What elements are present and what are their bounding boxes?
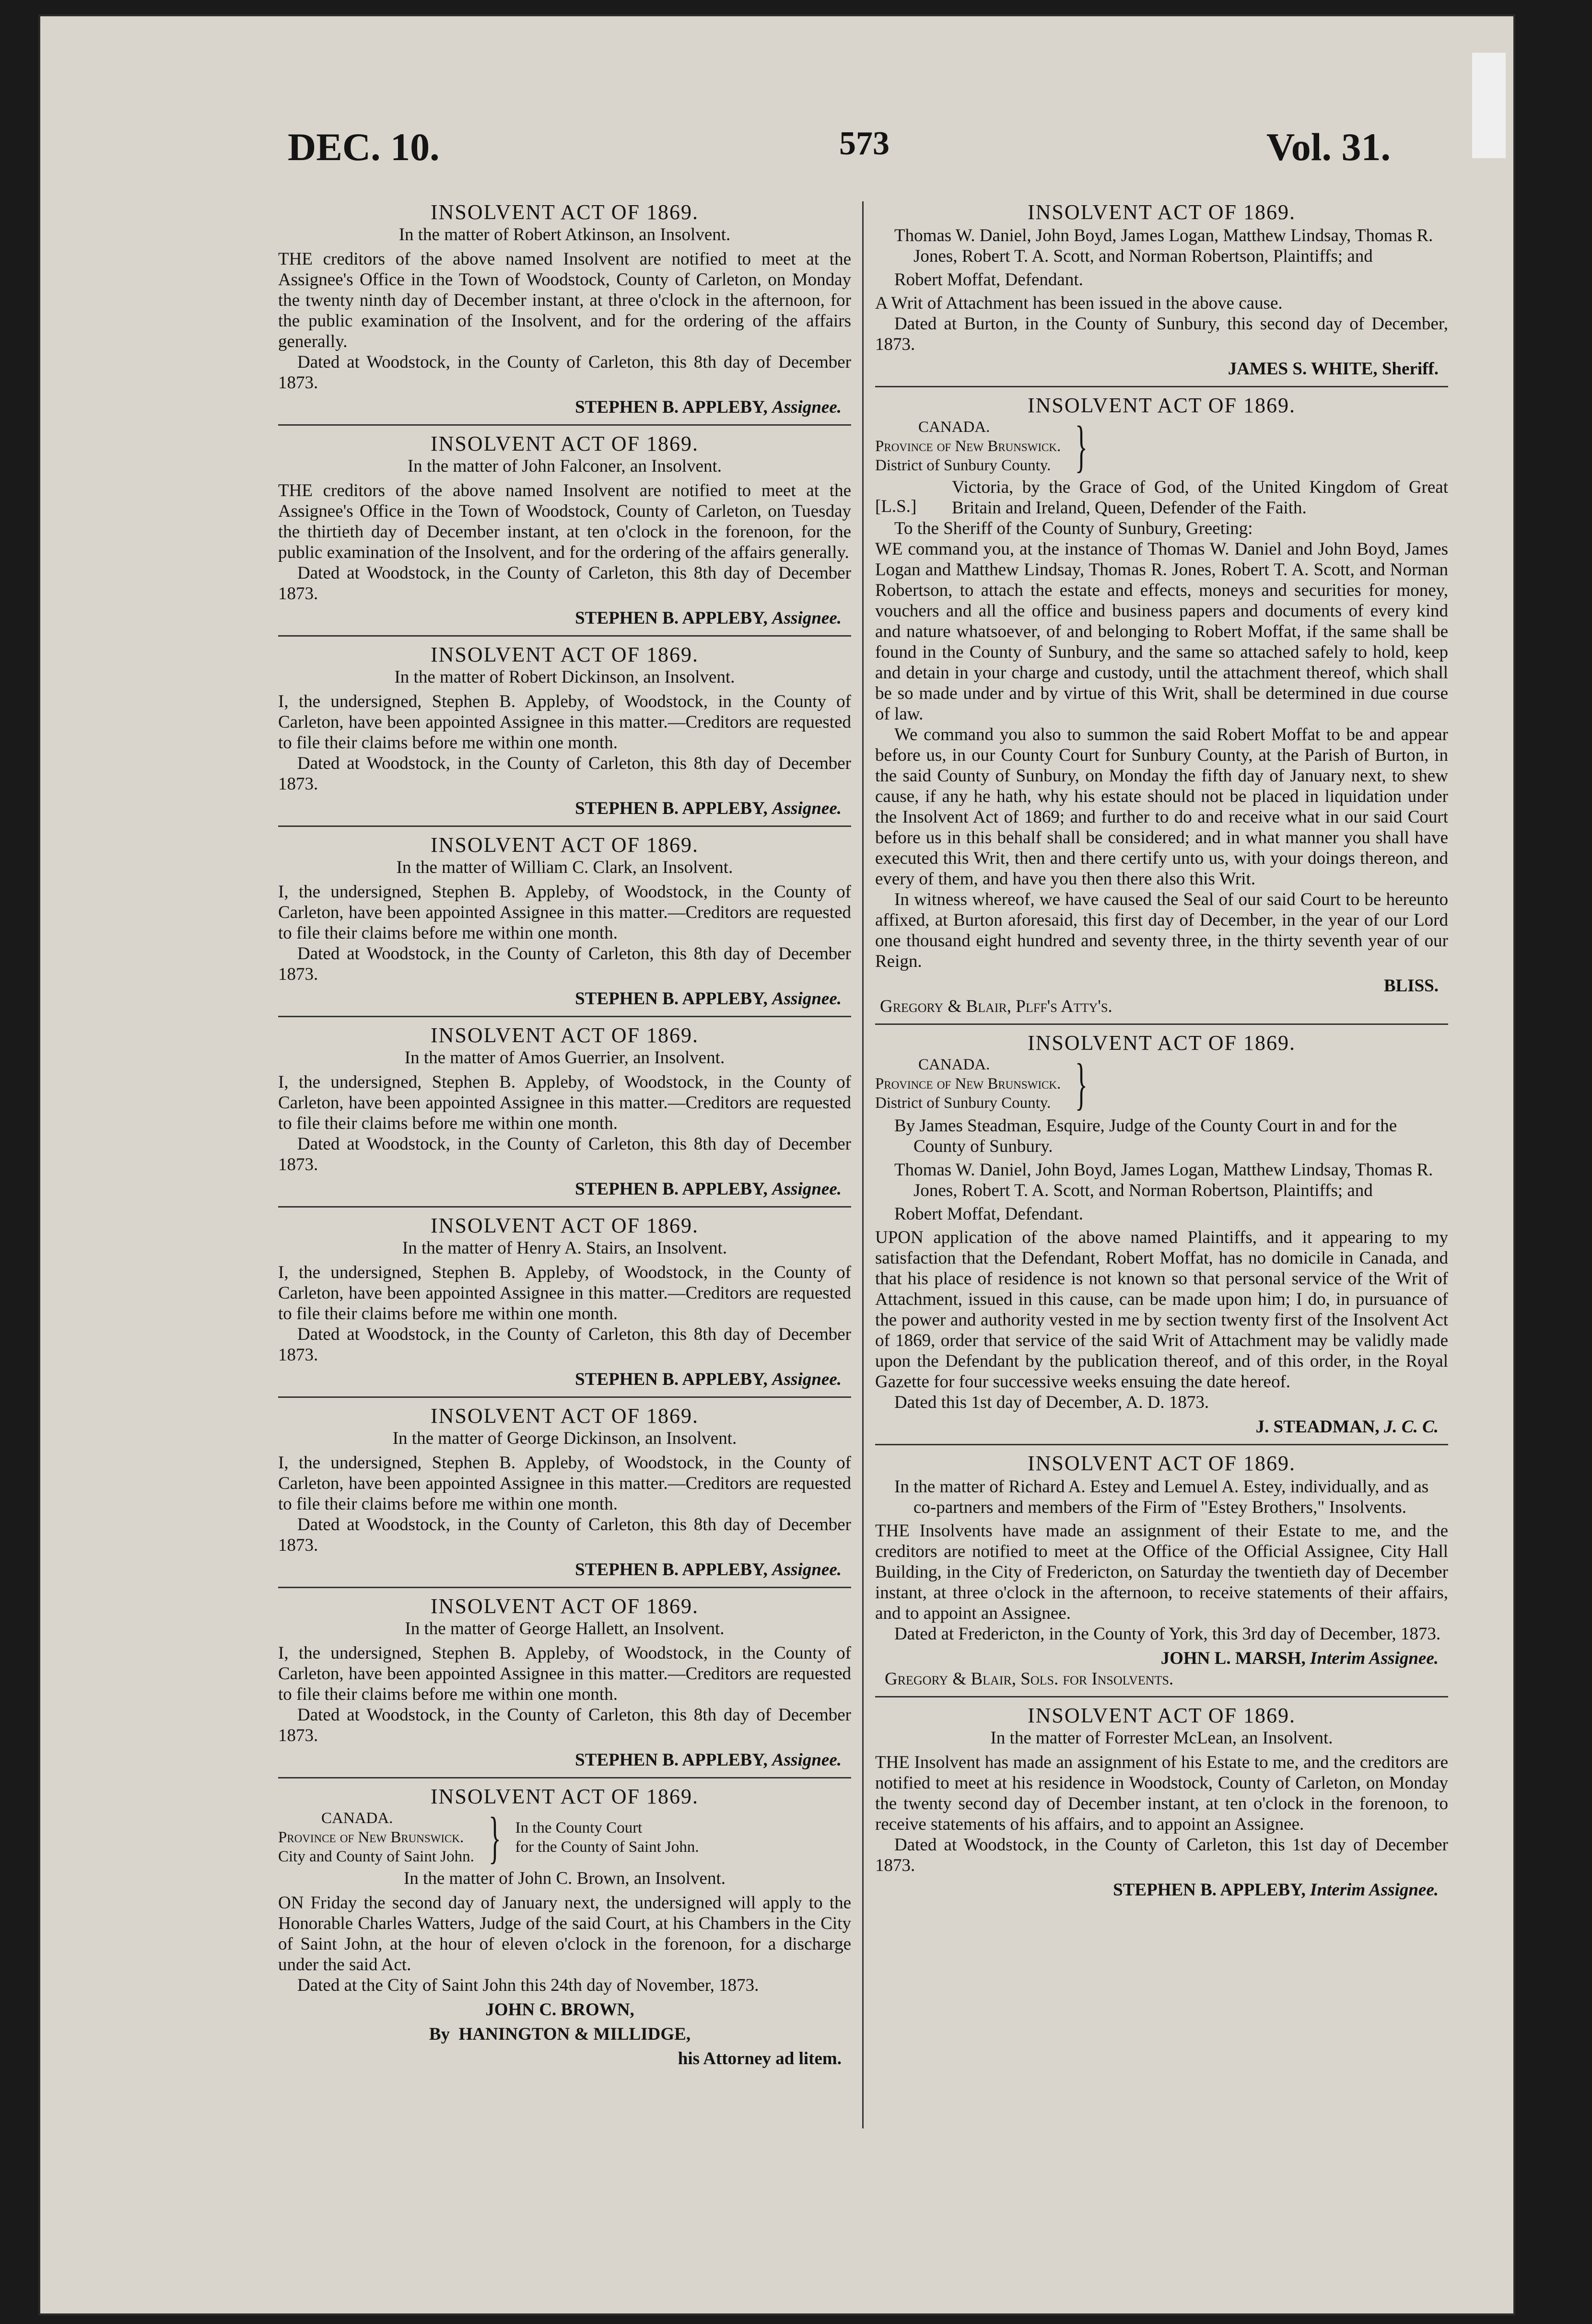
notice-matter: In the matter of Robert Atkinson, an Insolvent. (398, 225, 731, 244)
notice-body: I, the undersigned, Stephen B. Appleby, of Woodstock, in the County of Carleton, have been appointed Assignee in this matter.—Creditors are requested to file their claims before me within one month. (278, 1072, 851, 1133)
notice-body: I, the undersigned, Stephen B. Appleby, of Woodstock, in the County of Carleton, have been appointed Assignee in this matter.—Creditors are requested to file their claims before me within one month. (278, 882, 851, 943)
header-date: DEC. 10. (288, 125, 440, 169)
notice-dated: Dated at Woodstock, in the County of Carleton, this 1st day of December 1873. (875, 1835, 1448, 1875)
notice-signature (875, 1880, 1448, 1900)
notice-dated: Dated at Fredericton, in the County of York, this 3rd day of December, 1873. (894, 1624, 1441, 1644)
notice-brown (278, 1778, 851, 2076)
signer-role: Interim Assignee. (1310, 1880, 1439, 1900)
district-label: District of Sunbury County. (875, 1094, 1051, 1112)
writ-paragraph-2: We command you also to summon the said Robert Moffat to be and appear before us, in our County Court for Sunbury County, at the Parish of Burton, in the said County of Sunbury, on Monday the fifth day of January next, to shew cause, if any he hath, why his estate should not be placed in liquidation under the Insolvent Act of 1869; and further to do and receive what in our said Court before us in this behalf shall be considered; and in what manner you shall have executed this Writ, then and there certify unto us, with your doings thereon, and every of them, and have you then there also this Writ. (875, 725, 1448, 889)
notice-victoria-writ (875, 387, 1448, 1025)
notice-body: I, the undersigned, Stephen B. Appleby, of Woodstock, in the County of Carleton, have been appointed Assignee in this matter.—Creditors are requested to file their claims before me within one month. (278, 692, 851, 753)
notice-signature (278, 1559, 851, 1580)
signer-name: STEPHEN B. APPLEBY, (575, 989, 768, 1009)
page-edge-tab (1472, 53, 1506, 158)
notice-body: I, the undersigned, Stephen B. Appleby, of Woodstock, in the County of Carleton, have been appointed Assignee in this matter.—Creditors are requested to file their claims before me within one month. (278, 1263, 851, 1324)
notice-signature (278, 1750, 851, 1770)
notice-signature: JOHN C. BROWN, (485, 2000, 634, 2020)
parties: Thomas W. Daniel, John Boyd, James Logan, Matthew Lindsay, Thomas R. Jones, Robert T. A. Scott, and Norman Robertson, Plaintiffs; and (894, 1160, 1433, 1200)
jurisdiction-block (875, 1052, 1448, 1116)
notice-matter: In the matter of Robert Dickinson, an Insolvent. (394, 667, 735, 687)
notice-matter: In the matter of John C. Brown, an Insolvent. (403, 1869, 726, 1888)
notice-body: ON Friday the second day of January next, the undersigned will apply to the Honorable Charles Watters, Judge of the said Court, at his Chambers in the City of Saint John, at the hour of eleven o'clock in the forenoon, for a discharge under the said Act. (278, 1893, 851, 1975)
notice-dated: Dated at Woodstock, in the County of Carleton, this 8th day of December 1873. (278, 754, 851, 794)
signer-role: Assignee. (772, 1370, 842, 1389)
city-label: City and County of Saint John. (278, 1848, 474, 1865)
signer-name: STEPHEN B. APPLEBY, (575, 799, 768, 818)
notice-signature (278, 397, 851, 418)
writ-paragraph-1: WE command you, at the instance of Thomas W. Daniel and John Boyd, James Logan and Matthew Lindsay, Thomas R. Jones, Robert T. A. Scott, and Norman Robertson, to attach the estate and effects, moneys and securities for money, vouchers and all the office and business papers and documents of every kind and nature whatsoever, of and belonging to Robert Moffat, if the same shall be found in the County of Sunbury, and the same so attached safely to hold, keep and detain in your charge and custody, until the attachment thereof, which shall be so made under and by virtue of this Writ, shall be determined in due course of law. (875, 539, 1448, 724)
notice-matter: In the matter of George Dickinson, an Insolvent. (392, 1429, 737, 1448)
court-line-1: In the County Court (515, 1819, 643, 1836)
notice-signature (278, 988, 851, 1009)
notice-signature (278, 798, 851, 819)
left-column (278, 194, 851, 2076)
notice-signature (278, 1179, 851, 1199)
seal-mark: [L.S.] (875, 497, 917, 516)
right-column (875, 194, 1448, 1907)
notice-matter: In the matter of Amos Guerrier, an Insolvent. (404, 1048, 725, 1068)
attorneys-line: Gregory & Blair, Plff's Atty's. (880, 997, 1112, 1016)
royal-style: Victoria, by the Grace of God, of the United Kingdom of Great Britain and Ireland, Queen, Defender of the Faith. (952, 477, 1448, 518)
notice-falconer (278, 426, 851, 637)
notice-title: INSOLVENT ACT OF 1869. (430, 833, 699, 857)
notice-dated: Dated at Burton, in the County of Sunbury, this second day of December, 1873. (875, 314, 1448, 354)
defendant: Robert Moffat, Defendant. (894, 1204, 1083, 1224)
notice-title: INSOLVENT ACT OF 1869. (1027, 200, 1296, 224)
notice-body: THE creditors of the above named Insolvent are notified to meet at the Assignee's Office in the Town of Woodstock, County of Carleton, on Monday the twenty ninth day of December instant, at three o'clock in the afternoon, for the public examination of the Insolvent, and for the ordering of the affairs generally. (278, 249, 851, 351)
notice-body: UPON application of the above named Plaintiffs, and it appearing to my satisfaction that the Defendant, Robert Moffat, has no domicile in Canada, and that his place of residence is not known so that personal service of the Writ of Attachment, issued in this cause, can be made upon him; I do, in pursuance of the power and authority vested in me by section twenty first of the Insolvent Act of 1869, order that service of the said Writ of Attachment may be validly made upon the Defendant by the publication thereof, and of this order, in the Royal Gazette for four successive weeks ensuing the date hereof. (875, 1228, 1448, 1392)
greeting: To the Sheriff of the County of Sunbury, Greeting: (894, 519, 1253, 538)
header-page-number: 573 (839, 125, 890, 162)
notice-dated: Dated at Woodstock, in the County of Carleton, this 8th day of December 1873. (278, 944, 851, 984)
clerk-signature: BLISS. (1383, 976, 1439, 996)
signer-role: Assignee. (772, 608, 842, 628)
notice-signature (875, 1417, 1448, 1437)
notice-title: INSOLVENT ACT OF 1869. (1027, 1452, 1296, 1475)
signer-name: STEPHEN B. APPLEBY, (575, 1560, 768, 1580)
notice-matter: In the matter of George Hallett, an Insolvent. (405, 1619, 725, 1638)
canada-label: CANADA. (918, 418, 990, 436)
notice-mclean (875, 1697, 1448, 1907)
defendant: Robert Moffat, Defendant. (894, 270, 1083, 290)
signer-name: STEPHEN B. APPLEBY, (1113, 1880, 1306, 1900)
notice-body: THE creditors of the above named Insolvent are notified to meet at the Assignee's Office in the Town of Woodstock, County of Carleton, on Tuesday the thirtieth day of December instant, at ten o'clock in the forenoon, for the public examination of the Insolvent, and for the ordering of the affairs generally. (278, 481, 851, 562)
notice-writ-issued (875, 194, 1448, 387)
notice-dated: Dated at Woodstock, in the County of Carleton, this 8th day of December 1873. (278, 352, 851, 393)
brace-glyph: } (488, 1805, 501, 1869)
notice-body: THE Insolvents have made an assignment of their Estate to me, and the creditors are notified to meet at the Office of the Official Assignee, City Hall Building, in the City of Fredericton, on Saturday the twentieth day of December instant, at three o'clock in the afternoon, to receive statements of their affairs, and to appoint an Assignee. (875, 1521, 1448, 1623)
notice-body: I, the undersigned, Stephen B. Appleby, of Woodstock, in the County of Carleton, have been appointed Assignee in this matter.—Creditors are requested to file their claims before me within one month. (278, 1453, 851, 1514)
notice-george-dickinson (278, 1398, 851, 1588)
signer-role: Assignee. (772, 1750, 842, 1770)
header-volume: Vol. 31. (1266, 125, 1391, 169)
notice-matter: In the matter of William C. Clark, an Insolvent. (396, 858, 733, 877)
writ-paragraph-3: In witness whereof, we have caused the Seal of our said Court to be hereunto affixed, at Burton aforesaid, this first day of December, in the year of our Lord one thousand eight hundred and seventy three, in the thirty seventh year of our Reign. (875, 890, 1448, 971)
notice-title: INSOLVENT ACT OF 1869. (430, 1023, 699, 1047)
jurisdiction-block (278, 1805, 851, 1869)
brace-glyph: } (1075, 1052, 1088, 1116)
notice-steadman-order (875, 1025, 1448, 1445)
jurisdiction-block (875, 414, 1448, 478)
signer-role: Assignee. (772, 1560, 842, 1580)
signer-name: JOHN L. MARSH, (1160, 1649, 1306, 1668)
notice-estey (875, 1445, 1448, 1697)
signer-role: Assignee. (772, 799, 842, 818)
notice-stairs (278, 1208, 851, 1398)
notice-title: INSOLVENT ACT OF 1869. (430, 1214, 699, 1237)
province-label: Province of New Brunswick. (875, 1075, 1061, 1092)
district-label: District of Sunbury County. (875, 457, 1051, 474)
notice-title: INSOLVENT ACT OF 1869. (430, 200, 699, 224)
notice-title: INSOLVENT ACT OF 1869. (430, 1404, 699, 1428)
notice-body: I, the undersigned, Stephen B. Appleby, of Woodstock, in the County of Carleton, have been appointed Assignee in this matter.—Creditors are requested to file their claims before me within one month. (278, 1643, 851, 1704)
signer-name: STEPHEN B. APPLEBY, (575, 1179, 768, 1199)
signer-name: STEPHEN B. APPLEBY, (575, 608, 768, 628)
notice-signature (278, 608, 851, 628)
canada-label: CANADA. (918, 1056, 990, 1073)
notice-matter: In the matter of John Falconer, an Insolvent. (407, 456, 722, 476)
column-divider (862, 201, 864, 2128)
notice-title: INSOLVENT ACT OF 1869. (430, 1594, 699, 1618)
attorney-name: HANINGTON & MILLIDGE, (458, 2024, 691, 2044)
province-label: Province of New Brunswick. (875, 438, 1061, 455)
notice-clark (278, 827, 851, 1017)
notice-atkinson (278, 194, 851, 426)
notice-dated: Dated at Woodstock, in the County of Carleton, this 8th day of December 1873. (278, 563, 851, 604)
notice-dated: Dated at Woodstock, in the County of Carleton, this 8th day of December 1873. (278, 1705, 851, 1745)
notice-guerrier (278, 1017, 851, 1208)
notice-dated: Dated at the City of Saint John this 24th day of November, 1873. (297, 1975, 759, 1995)
notice-signature (278, 1369, 851, 1390)
notice-signature (875, 1648, 1448, 1669)
signer-role: Assignee. (772, 397, 842, 417)
judge-line: By James Steadman, Esquire, Judge of the County Court in and for the County of Sunbury. (894, 1116, 1397, 1156)
province-label: Province of New Brunswick. (278, 1829, 464, 1846)
notice-title: INSOLVENT ACT OF 1869. (1027, 1704, 1296, 1727)
notice-matter: In the matter of Forrester McLean, an Insolvent. (990, 1728, 1333, 1748)
notice-dated: Dated at Woodstock, in the County of Carleton, this 8th day of December 1873. (278, 1325, 851, 1365)
signer-name: J. STEADMAN, (1255, 1417, 1380, 1437)
notice-title: INSOLVENT ACT OF 1869. (1027, 1031, 1296, 1055)
notice-body: THE Insolvent has made an assignment of his Estate to me, and the creditors are notified to meet at his residence in Woodstock, County of Carleton, on Monday the twenty second day of December instant, at ten o'clock in the forenoon, to receive statements of his affairs, and to appoint an Assignee. (875, 1753, 1448, 1834)
notice-signature: JAMES S. WHITE, Sheriff. (1228, 359, 1439, 379)
notice-dated: Dated this 1st day of December, A. D. 1873. (894, 1393, 1209, 1412)
page-header (288, 125, 1391, 182)
notice-title: INSOLVENT ACT OF 1869. (430, 432, 699, 455)
notice-title: INSOLVENT ACT OF 1869. (430, 1785, 699, 1808)
notice-hallett (278, 1588, 851, 1778)
attorney-line: By HANINGTON & MILLIDGE, (429, 2024, 691, 2044)
canada-label: CANADA. (321, 1810, 393, 1827)
signer-role: Assignee. (772, 989, 842, 1009)
brace-glyph: } (1075, 414, 1088, 478)
notice-matter: In the matter of Richard A. Estey and Lemuel A. Estey, individually, and as co-partners and members of the Firm of "Estey Brothers," Insolvents. (894, 1477, 1429, 1517)
notice-dated: Dated at Woodstock, in the County of Carleton, this 8th day of December 1873. (278, 1515, 851, 1555)
notice-title: INSOLVENT ACT OF 1869. (1027, 394, 1296, 417)
signer-role: Interim Assignee. (1310, 1649, 1439, 1668)
notice-body: A Writ of Attachment has been issued in the above cause. (875, 293, 1283, 313)
notice-title: INSOLVENT ACT OF 1869. (430, 643, 699, 666)
court-line-2: for the County of Saint John. (515, 1838, 699, 1856)
signer-name: STEPHEN B. APPLEBY, (575, 1370, 768, 1389)
notice-dated: Dated at Woodstock, in the County of Carleton, this 8th day of December 1873. (278, 1134, 851, 1174)
notice-matter: In the matter of Henry A. Stairs, an Insolvent. (402, 1238, 727, 1258)
attorney-role: his Attorney ad litem. (678, 2049, 842, 2068)
solicitors-line: Gregory & Blair, Sols. for Insolvents. (885, 1669, 1174, 1689)
signer-name: STEPHEN B. APPLEBY, (575, 1750, 768, 1770)
newspaper-page (38, 14, 1515, 2315)
parties: Thomas W. Daniel, John Boyd, James Logan, Matthew Lindsay, Thomas R. Jones, Robert T. A. Scott, and Norman Robertson, Plaintiffs; and (894, 226, 1433, 266)
signer-role: J. C. C. (1383, 1417, 1439, 1437)
signer-name: STEPHEN B. APPLEBY, (575, 397, 768, 417)
signer-role: Assignee. (772, 1179, 842, 1199)
notice-robert-dickinson (278, 637, 851, 827)
